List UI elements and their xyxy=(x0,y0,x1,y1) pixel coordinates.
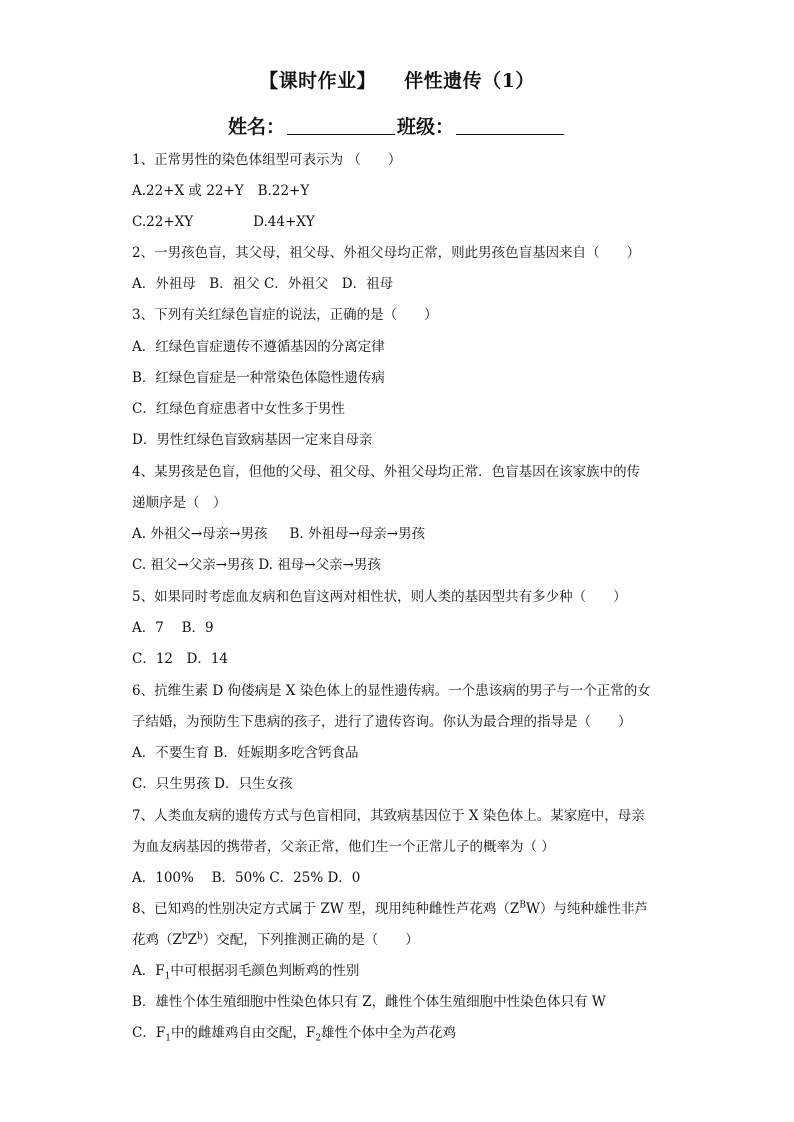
q8-stem1-text-a: 8、已知鸡的性别决定方式属于 ZW 型，现用纯种雌性芦花鸡（Z xyxy=(132,901,520,917)
q3-option-a: A．红绿色盲症遗传不遵循基因的分离定律 xyxy=(132,339,385,355)
title-topic: 伴性遗传（1） xyxy=(404,70,535,92)
q8-option-a-sub: 1 xyxy=(164,971,171,982)
q4-stem-line2: 递顺序是（ ） xyxy=(132,495,227,511)
q5-options-ab: A．7 B．9 xyxy=(132,620,214,636)
q8-option-c xyxy=(132,1024,456,1042)
q3-option-c: C．红绿色育症患者中女性多于男性 xyxy=(132,401,345,417)
q1-option-d: D.44+XY xyxy=(253,214,315,230)
q6-stem-line1: 6、抗维生素 D 佝偻病是 X 染色体上的显性遗传病。一个患该病的男子与一个正常的女 xyxy=(132,683,651,699)
q8-option-c-sub1: 1 xyxy=(165,1033,171,1044)
q6-stem-line2: 子结婚，为预防生下患病的孩子，进行了遗传咨询。你认为最合理的指导是（ ） xyxy=(132,714,632,730)
q8-option-b: B．雄性个体生殖细胞中性染色体只有 Z，雌性个体生殖细胞中性染色体只有 W xyxy=(132,994,606,1010)
q1-option-a: A.22+X 或 22+Y xyxy=(132,183,244,199)
worksheet-title xyxy=(0,66,794,93)
q8-stem-line2 xyxy=(132,931,419,949)
class-blank xyxy=(456,116,564,135)
q2-stem: 2、一男孩色盲，其父母，祖父母、外祖父母均正常，则此男孩色盲基因来自（ ） xyxy=(132,245,641,261)
q5-stem: 5、如果同时考虑血友病和色盲这两对相性状，则人类的基因型共有多少种（ ） xyxy=(132,589,627,605)
q6-options-ab: A．不要生育 B．妊娠期多吃含钙食品 xyxy=(132,745,359,761)
name-blank xyxy=(287,116,395,135)
name-label: 姓名： xyxy=(227,116,285,138)
q8-option-a xyxy=(132,962,359,980)
q8-stem2-text-c: ）交配，下列推测正确的是（ ） xyxy=(202,932,419,948)
q1-option-b: B.22+Y xyxy=(257,183,310,199)
q8-stem2-text-a: 花鸡（Z xyxy=(132,932,182,948)
q8-stem1-sup: B xyxy=(519,900,526,911)
q3-option-b: B．红绿色盲症是一种常染色体隐性遗传病 xyxy=(132,370,385,386)
q7-stem-line1: 7、人类血友病的遗传方式与色盲相同，其致病基因位于 X 染色体上。某家庭中，母亲 xyxy=(132,808,645,824)
q1-options-ab xyxy=(132,182,309,200)
q8-stem2-sup1: b xyxy=(181,931,188,942)
q8-stem1-text-b: W）与纯种雄性非芦 xyxy=(525,901,648,917)
q3-stem: 3、下列有关红绿色盲症的说法，正确的是（ ） xyxy=(132,307,438,323)
q3-option-d: D．男性红绿色盲致病基因一定来自母亲 xyxy=(132,432,373,448)
q8-option-a-text1: A．F xyxy=(132,963,165,979)
q7-stem-line2: 为血友病基因的携带者，父亲正常，他们生一个正常儿子的概率为（ ） xyxy=(132,839,555,855)
q4-options-cd: C. 祖父→父亲→男孩 D. 祖母→父亲→男孩 xyxy=(132,557,381,573)
q8-stem2-sup2: b xyxy=(197,931,203,942)
q8-option-c-text2: 中的雌雄鸡自由交配，F xyxy=(170,1025,316,1041)
q8-option-c-text3: 雄性个体中全为芦花鸡 xyxy=(321,1025,457,1041)
q1-options-cd xyxy=(132,213,315,231)
q4-option-b: B. 外祖母→母亲→男孩 xyxy=(289,526,426,542)
q8-option-c-text1: C．F xyxy=(132,1025,166,1041)
q8-option-a-text2: 中可根据羽毛颜色判断鸡的性别 xyxy=(170,963,360,979)
q4-stem-line1: 4、某男孩是色盲，但他的父母、祖父母、外祖父母均正常．色盲基因在该家族中的传 xyxy=(132,464,641,480)
q1-stem: 1、正常男性的染色体组型可表示为 （ ） xyxy=(132,152,402,168)
q4-option-a: A. 外祖父→母亲→男孩 xyxy=(132,526,268,542)
q1-option-c: C.22+XY xyxy=(132,214,194,230)
class-label: 班级： xyxy=(397,116,455,138)
q5-options-cd: C．12 D．14 xyxy=(132,651,229,667)
q7-options: A．100% B．50% C．25% D．0 xyxy=(132,870,361,886)
q8-option-c-sub2: 2 xyxy=(315,1033,322,1044)
title-tag: 【课时作业】 xyxy=(259,70,377,92)
q8-stem-line1 xyxy=(132,900,648,918)
q2-options: A．外祖母 B．祖父 C．外祖父 D．祖母 xyxy=(132,276,394,292)
q4-options-ab xyxy=(132,525,425,543)
q6-options-cd: C．只生男孩 D．只生女孩 xyxy=(132,776,293,792)
student-info xyxy=(0,112,794,139)
q8-stem2-text-b: Z xyxy=(187,932,198,948)
